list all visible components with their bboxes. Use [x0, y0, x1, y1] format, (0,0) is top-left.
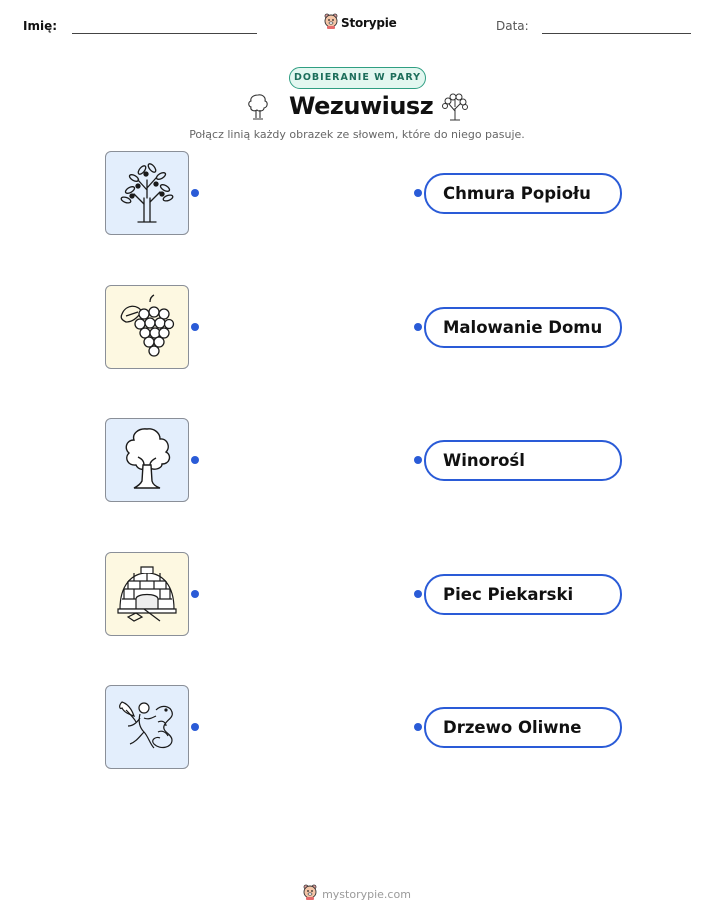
name-line [72, 33, 257, 34]
word-connector-dot-3[interactable] [414, 456, 422, 464]
olive-tree-outline-icon [440, 91, 470, 127]
page-title: Wezuwiusz [289, 92, 434, 120]
picture-card-2 [105, 285, 189, 369]
picture-card-5 [105, 685, 189, 769]
word-option-5[interactable]: Drzewo Oliwne [424, 707, 622, 748]
grapes-icon [116, 292, 178, 362]
bread-oven-icon [114, 559, 180, 629]
word-connector-dot-1[interactable] [414, 189, 422, 197]
instructions: Połącz linią każdy obrazek ze słowem, które do niego pasuje. [189, 128, 525, 141]
word-option-4[interactable]: Piec Piekarski [424, 574, 622, 615]
activity-type-badge: DOBIERANIE W PARY [289, 67, 426, 89]
title-row [0, 90, 714, 126]
word-connector-dot-4[interactable] [414, 590, 422, 598]
word-connector-dot-5[interactable] [414, 723, 422, 731]
picture-card-1 [105, 151, 189, 235]
picture-connector-dot-3[interactable] [191, 456, 199, 464]
tree-icon [116, 425, 178, 495]
picture-connector-dot-1[interactable] [191, 189, 199, 197]
footer [0, 884, 714, 904]
word-option-3[interactable]: Winorośl [424, 440, 622, 481]
picture-card-4 [105, 552, 189, 636]
picture-connector-dot-4[interactable] [191, 590, 199, 598]
word-option-1[interactable]: Chmura Popiołu [424, 173, 622, 214]
picture-connector-dot-5[interactable] [191, 723, 199, 731]
tree-outline-icon [245, 92, 271, 126]
picture-card-3 [105, 418, 189, 502]
cupid-fresco-icon [114, 692, 180, 762]
date-line [542, 33, 691, 34]
name-label: Imię: [23, 19, 58, 33]
storypie-mascot-icon [324, 13, 338, 33]
date-label: Data: [496, 19, 529, 33]
word-option-2[interactable]: Malowanie Domu [424, 307, 622, 348]
olive-tree-icon [116, 158, 178, 228]
brand-name: Storypie [341, 16, 397, 30]
footer-url[interactable]: mystorypie.com [322, 887, 411, 901]
picture-connector-dot-2[interactable] [191, 323, 199, 331]
brand-logo [324, 13, 397, 33]
storypie-mascot-icon [303, 884, 317, 904]
word-connector-dot-2[interactable] [414, 323, 422, 331]
